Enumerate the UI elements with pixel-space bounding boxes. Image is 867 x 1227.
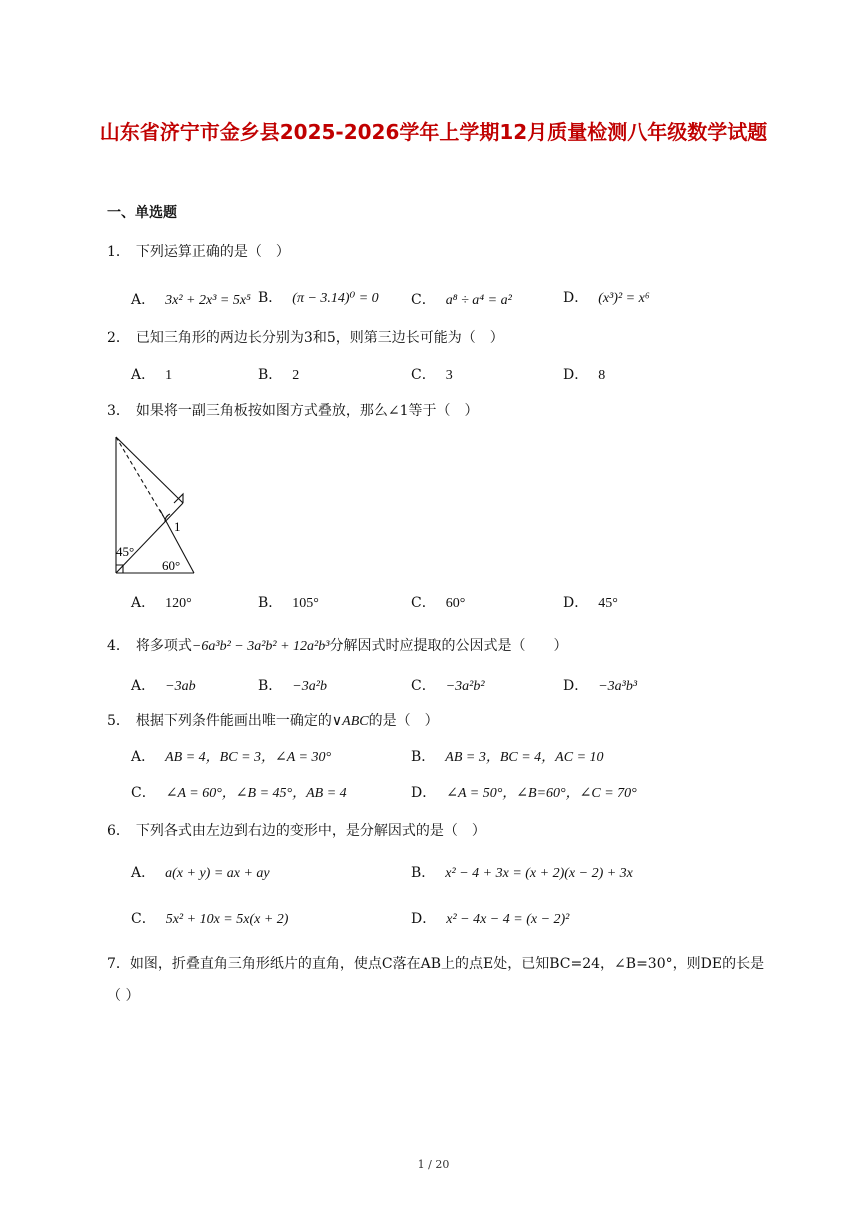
q2-option-d[interactable]: D． 8 [563, 367, 606, 383]
q6-option-a[interactable]: A． a(x + y) = ax + ay [131, 865, 270, 881]
q4-option-d[interactable]: D． −3a³b³ [563, 678, 638, 694]
question-2: 2． 已知三角形的两边长分别为3和5，则第三边长可能为（ ） [107, 330, 504, 346]
q4-option-c[interactable]: C． −3a²b² [411, 678, 485, 694]
q3-option-c[interactable]: C． 60° [411, 595, 466, 611]
question-number: 1． [107, 244, 130, 260]
q3-option-b[interactable]: B． 105° [258, 595, 319, 611]
question-text: 下列运算正确的是（ ） [135, 244, 290, 260]
question-7: 7．如图，折叠直角三角形纸片的直角，使点C落在AB上的点E处，已知BC=24，∠B=30°，则DE的长是（ ） [107, 956, 765, 1004]
q5-option-c[interactable]: C． ∠A = 60°，∠B = 45°，AB = 4 [131, 785, 347, 801]
q3-option-d[interactable]: D． 45° [563, 595, 618, 611]
question-6: 6． 下列各式由左边到右边的变形中，是分解因式的是（ ） [107, 823, 486, 839]
q2-option-b[interactable]: B． 2 [258, 367, 300, 383]
q6-option-d[interactable]: D． x² − 4x − 4 = (x − 2)² [411, 911, 570, 927]
triangle-ruler-figure [110, 430, 205, 580]
q5-option-d[interactable]: D． ∠A = 50°，∠B=60°，∠C = 70° [411, 785, 637, 801]
q1-option-a[interactable]: A． 3x² + 2x³ = 5x⁵ [131, 292, 251, 308]
q6-option-b[interactable]: B． x² − 4 + 3x = (x + 2)(x − 2) + 3x [411, 865, 633, 881]
section-heading: 一、单选题 [107, 205, 177, 221]
q2-option-a[interactable]: A． 1 [131, 367, 173, 383]
q1-option-c[interactable]: C． a⁸ ÷ a⁴ = a² [411, 292, 512, 308]
page-number: 1 / 20 [417, 1158, 450, 1171]
q5-option-b[interactable]: B． AB = 3，BC = 4，AC = 10 [411, 749, 604, 765]
q1-option-b[interactable]: B． (π − 3.14)⁰ = 0 [258, 290, 379, 306]
q6-option-c[interactable]: C． 5x² + 10x = 5x(x + 2) [131, 911, 289, 927]
q4-option-a[interactable]: A． −3ab [131, 678, 196, 694]
question-5: 5． 根据下列条件能画出唯一确定的∨ABC的是（ ） [107, 713, 439, 729]
question-1 [107, 241, 290, 261]
question-4: 4． 将多项式−6a³b² − 3a²b² + 12a²b³分解因式时应提取的公因式是（ ） [107, 638, 568, 654]
angle-60-label: 60° [162, 558, 181, 573]
page-title: 山东省济宁市金乡县2025-2026学年上学期12月质量检测八年级数学试题 [99, 120, 768, 144]
question-3: 3． 如果将一副三角板按如图方式叠放，那么∠1等于（ ） [107, 403, 479, 419]
q1-option-d[interactable]: D． (x³)² = x⁶ [563, 290, 650, 306]
angle-1-label: 1 [174, 519, 181, 534]
q4-option-b[interactable]: B． −3a²b [258, 678, 327, 694]
angle-45-label: 45° [116, 544, 135, 559]
q5-option-a[interactable]: A． AB = 4，BC = 3，∠A = 30° [131, 749, 332, 765]
q2-option-c[interactable]: C． 3 [411, 367, 453, 383]
q3-option-a[interactable]: A． 120° [131, 595, 192, 611]
